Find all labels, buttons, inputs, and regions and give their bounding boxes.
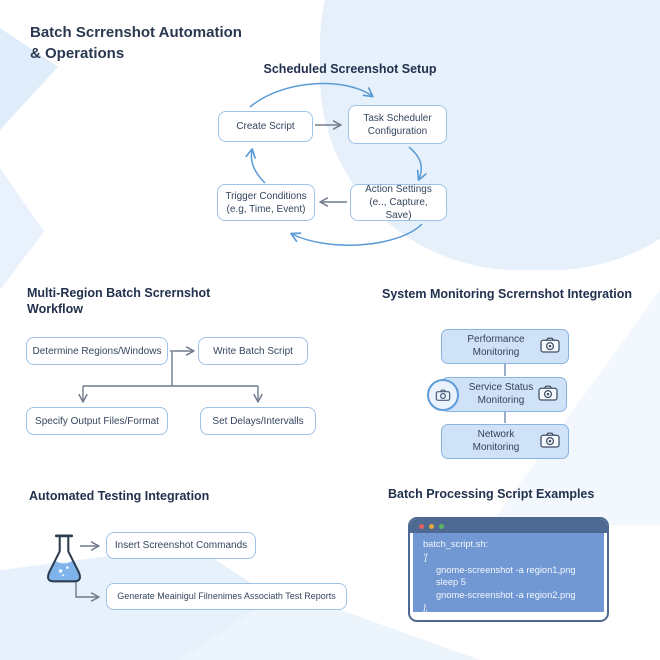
node-determine-regions [26, 337, 168, 365]
node-write-batch-script-label: Write Batch Script [213, 345, 293, 357]
node-specify-output-label: Specify Output Files/Format [35, 415, 159, 427]
code-window [408, 517, 609, 622]
code-window-titlebar [410, 519, 607, 533]
action-line1: Action Settings [365, 184, 432, 195]
code-line: batch_script.sh: [423, 539, 489, 549]
network-line2: Monitoring [472, 441, 520, 453]
monitor-network-label [473, 429, 520, 454]
monitor-box-service-status [441, 377, 567, 412]
node-action-settings-label [355, 183, 442, 222]
code-line: sleep 5 [436, 577, 466, 588]
section-title-batch-examples: Batch Processing Script Examples [388, 487, 595, 501]
service-line2: Monitoring [477, 394, 525, 406]
code-line: ], [423, 603, 429, 614]
performance-line1: Performance [467, 334, 525, 345]
page-title-line2: & Operations [30, 45, 125, 62]
monitor-box-performance [441, 329, 569, 364]
node-trigger-conditions-label [225, 190, 306, 216]
camera-icon [537, 383, 559, 406]
window-dot-green-icon [439, 524, 444, 529]
node-generate-label: Generate Meainigul Filnenimes Associath Test Reports [117, 590, 336, 601]
flask-icon [40, 527, 88, 596]
section-title-multi-region [27, 285, 267, 318]
page-title-line1: Batch Scrrenshot Automation [30, 24, 242, 41]
service-line1: Service Status [468, 382, 534, 393]
performance-line2: Monitoring [472, 346, 520, 358]
window-dot-yellow-icon [429, 524, 434, 529]
node-generate-reports [106, 583, 347, 610]
node-action-settings [350, 184, 447, 221]
action-line2: (e.., Capture, Save) [369, 197, 428, 221]
node-task-scheduler [348, 105, 447, 144]
node-task-scheduler-label [363, 112, 431, 138]
task-scheduler-line1: Task Scheduler [363, 112, 432, 124]
task-scheduler-line2: Configuration [367, 125, 428, 137]
camera-icon [539, 430, 561, 453]
code-line: gnome-screenshot -a region1,png [436, 564, 576, 575]
network-line1: Network [477, 429, 515, 440]
trigger-line2: (e.g, Time, Event) [226, 203, 306, 215]
section-title-testing: Automated Testing Integration [29, 489, 210, 503]
page-title [30, 22, 242, 64]
section-title-scheduled-setup: Scheduled Screenshot Setup [263, 62, 437, 76]
trigger-line1: Trigger Conditions [225, 190, 307, 202]
camera-badge-icon [427, 379, 459, 411]
multi-region-title-line2: Workflow [27, 302, 84, 317]
node-create-script [218, 111, 313, 142]
code-line: '[ [423, 551, 428, 562]
node-create-script-label: Create Script [236, 121, 295, 132]
monitor-service-label [469, 382, 533, 407]
node-write-batch-script [198, 337, 308, 365]
camera-icon [539, 335, 561, 358]
node-insert-label: Insert Screenshot Commands [114, 540, 248, 551]
code-block [413, 533, 604, 612]
node-insert-screenshot-commands [106, 532, 256, 559]
node-specify-output [26, 407, 168, 435]
multi-region-title-line1: Multi-Region Batch Scrernshot [27, 286, 211, 300]
section-title-monitoring: System Monitoring Scrernshot Integration [382, 287, 633, 301]
node-set-delays-label: Set Delays/Intervalls [212, 415, 304, 427]
node-trigger-conditions [217, 184, 315, 221]
window-dot-red-icon [419, 524, 424, 529]
code-line: gnome-screenshot -a region2.png [436, 590, 576, 601]
node-determine-regions-label: Determine Regions/Windows [32, 345, 162, 357]
node-set-delays [200, 407, 316, 435]
monitor-box-network [441, 424, 569, 459]
monitor-performance-label [467, 334, 524, 359]
